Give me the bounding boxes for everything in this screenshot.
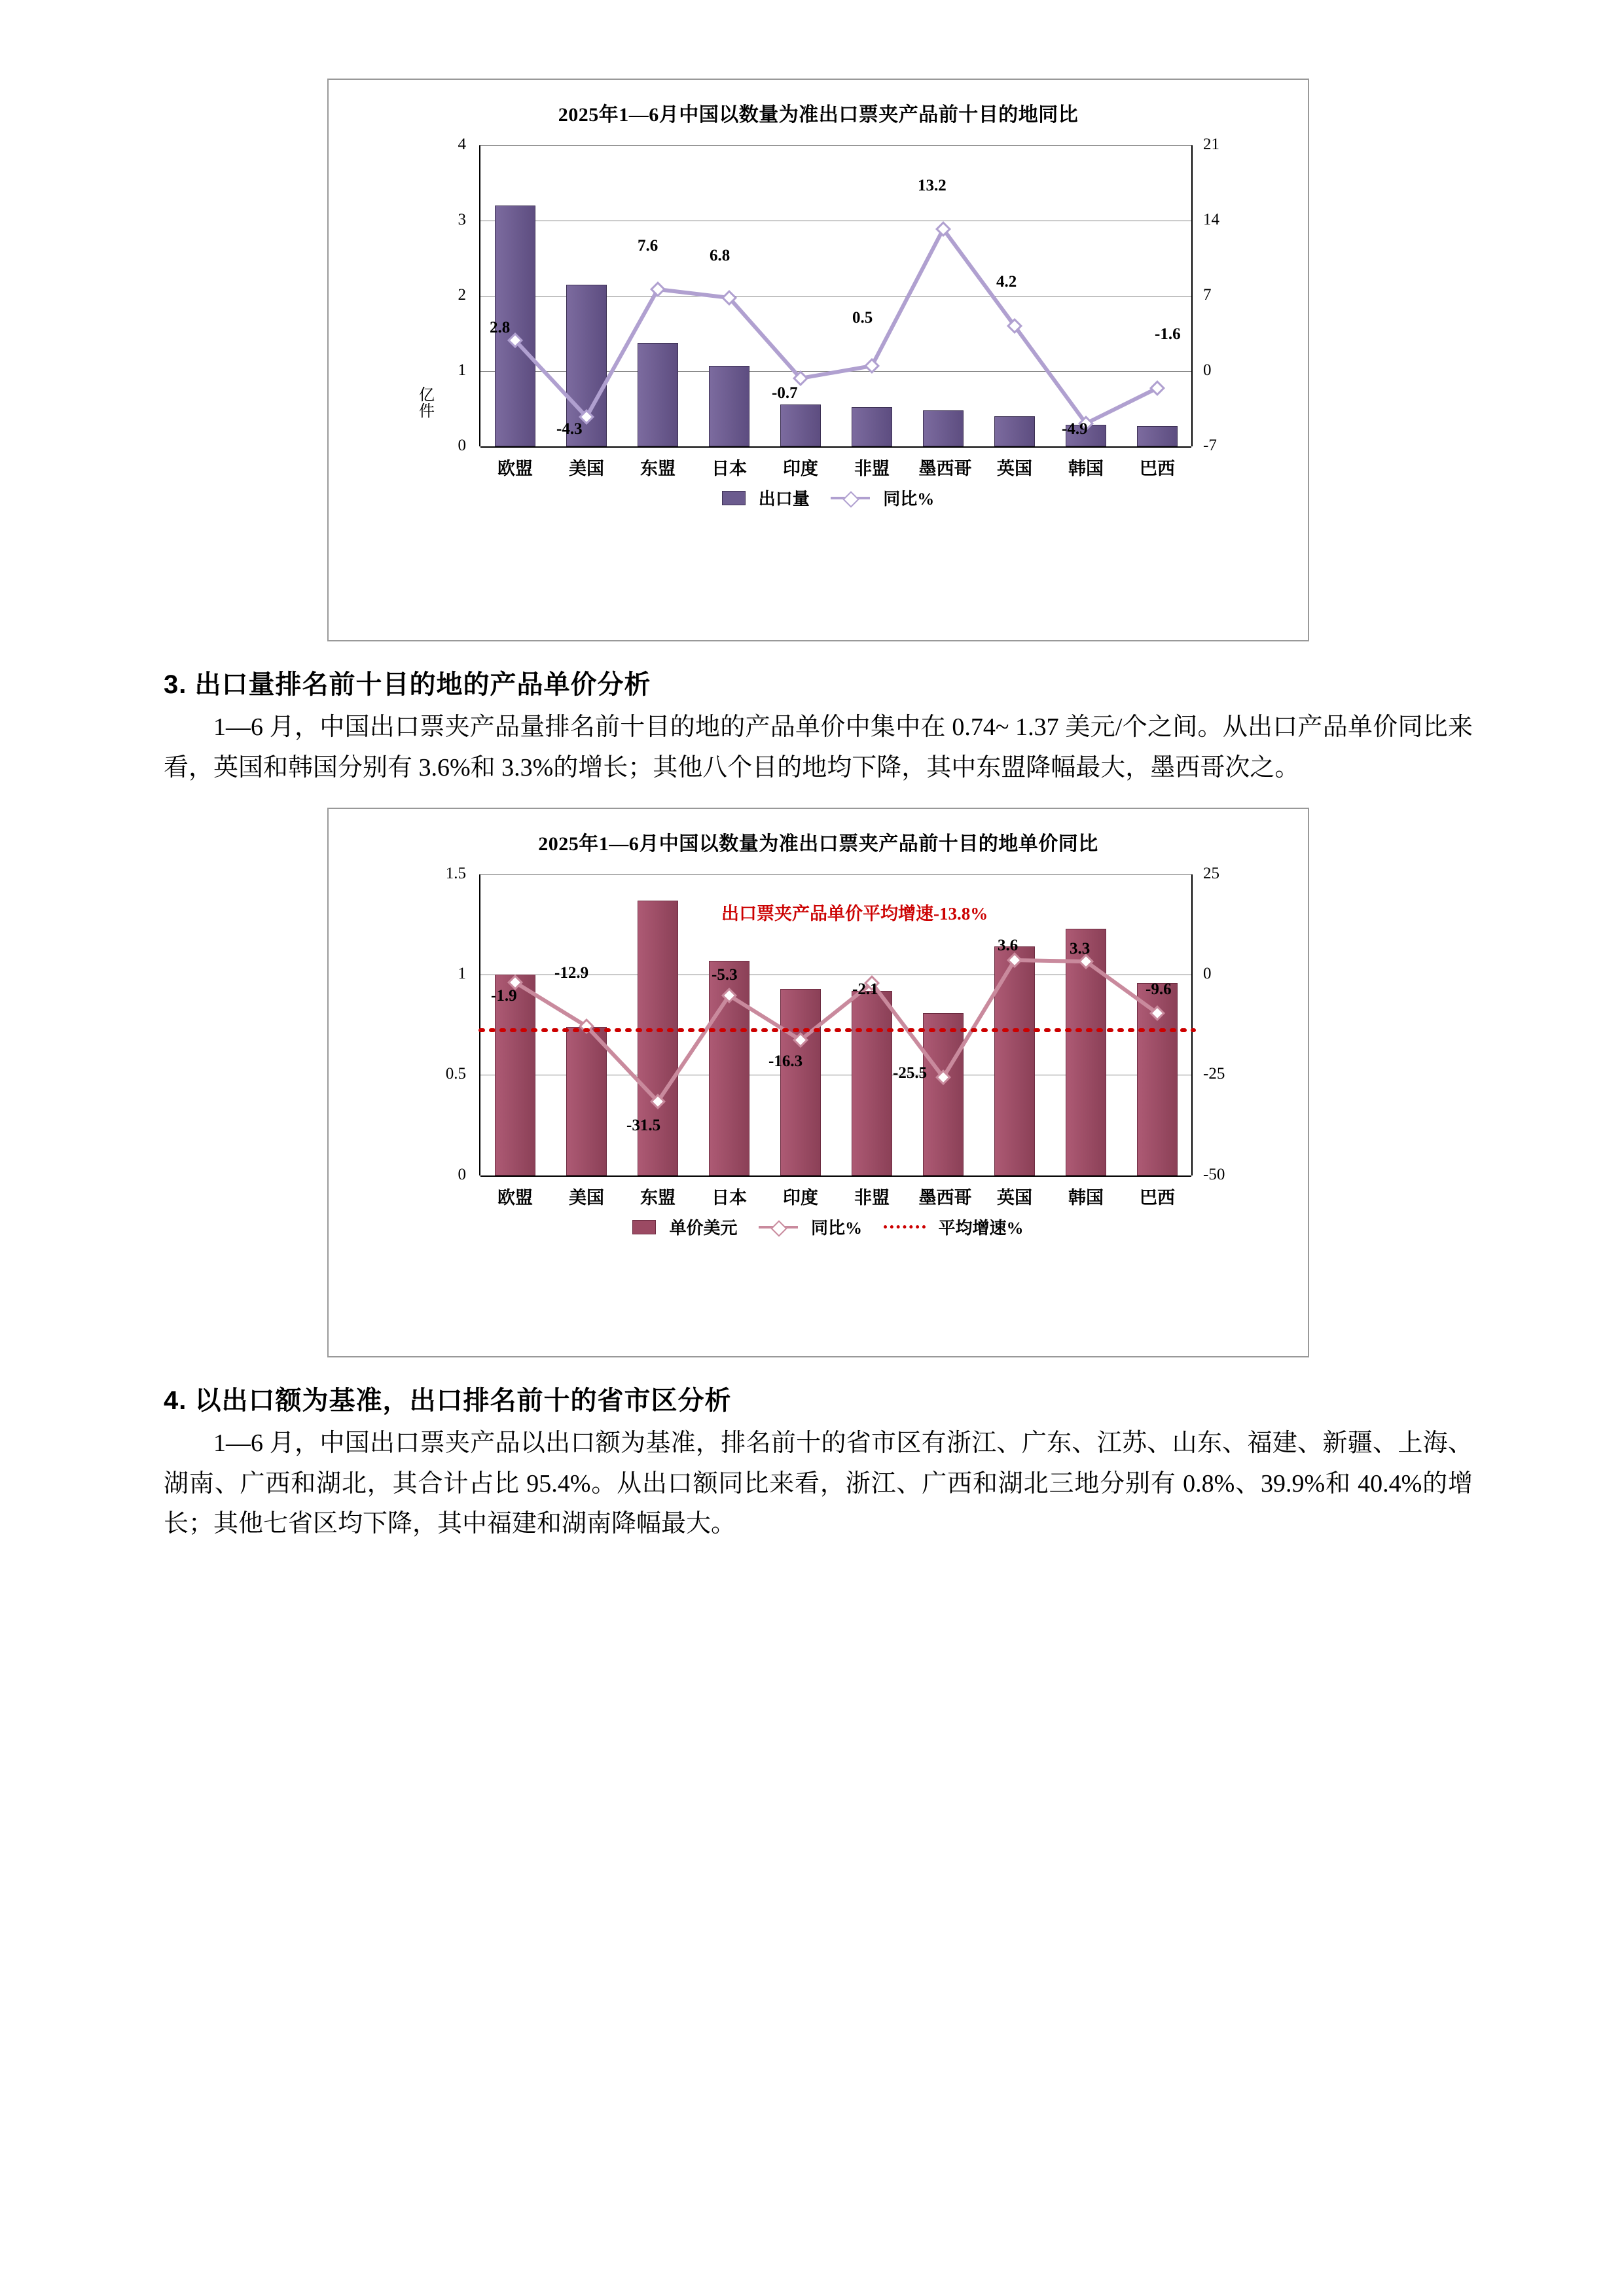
xtick-label: 东盟 (640, 1188, 676, 1208)
data-label: 2.8 (490, 319, 511, 336)
xtick-label: 东盟 (640, 459, 676, 478)
legend-label-同比: 同比% (883, 490, 935, 509)
xtick-label: 墨西哥 (918, 1188, 972, 1208)
ytick-right: 0 (1203, 965, 1212, 983)
data-label: 6.8 (710, 247, 731, 264)
data-label: -5.3 (712, 966, 738, 984)
xtick-label: 印度 (783, 459, 818, 478)
data-label: -1.6 (1155, 325, 1181, 343)
line-series-同比 (480, 145, 1194, 446)
ytick-right: 25 (1203, 865, 1219, 883)
average-growth-annotation: 出口票夹产品单价平均增速-13.8% (721, 904, 988, 924)
ytick-right: 7 (1203, 286, 1212, 304)
section-heading-3: 3. 出口量排名前十目的地的产品单价分析 (164, 670, 651, 699)
legend-swatch-bar (722, 491, 746, 505)
ytick-left: 0 (458, 1166, 466, 1184)
data-label: -16.3 (768, 1052, 803, 1071)
legend-swatch-line (759, 1226, 798, 1229)
data-label: 3.3 (1070, 940, 1091, 958)
data-label: -4.3 (556, 420, 583, 438)
data-label: -1.9 (491, 987, 517, 1005)
chart-quantity-plot (329, 80, 1310, 643)
chart-quantity-legend (329, 486, 1310, 510)
plot-area (479, 145, 1193, 446)
chart-quantity-title: 2025年1—6月中国以数量为准出口票夹产品前十目的地同比 (558, 104, 1079, 126)
legend-swatch-average (884, 1225, 926, 1229)
ytick-left: 1.5 (445, 865, 466, 883)
legend-label-同比: 同比% (810, 1219, 862, 1238)
y-axis-unit: 亿 件 (419, 387, 435, 421)
data-label: -31.5 (626, 1117, 661, 1135)
xtick-label: 日本 (712, 1188, 747, 1208)
xtick-label: 欧盟 (497, 1188, 533, 1208)
chart-unitprice-legend (329, 1215, 1310, 1239)
xtick-label: 日本 (712, 459, 747, 478)
xtick-label: 韩国 (1068, 459, 1104, 478)
ytick-left: 0 (458, 437, 466, 454)
xtick-label: 墨西哥 (918, 459, 972, 478)
ytick-left: 3 (458, 211, 466, 228)
ytick-right: -50 (1203, 1166, 1225, 1184)
xtick-label: 欧盟 (497, 459, 533, 478)
x-axis (480, 1175, 1191, 1177)
xtick-label: 巴西 (1140, 459, 1175, 478)
ytick-right: -25 (1203, 1065, 1225, 1083)
ytick-left: 0.5 (445, 1065, 466, 1083)
ytick-right: 0 (1203, 361, 1212, 379)
data-label: -9.6 (1146, 980, 1172, 999)
xtick-label: 美国 (569, 459, 604, 478)
data-label: 4.2 (996, 273, 1017, 291)
xtick-label: 印度 (783, 1188, 818, 1208)
xtick-label: 美国 (569, 1188, 604, 1208)
data-label: 13.2 (918, 177, 947, 194)
data-label: 0.5 (852, 309, 873, 327)
legend-label-平均增速: 平均增速% (938, 1219, 1024, 1238)
data-label: -0.7 (772, 384, 798, 402)
legend-label-单价美元: 单价美元 (669, 1219, 738, 1238)
chart-unitprice-plot (329, 809, 1310, 1359)
chart-quantity (327, 79, 1309, 641)
ytick-left: 2 (458, 286, 466, 304)
ytick-right: -7 (1203, 437, 1217, 454)
ytick-left: 4 (458, 135, 466, 153)
data-label: -2.1 (852, 980, 878, 999)
data-label: -4.9 (1062, 420, 1088, 438)
ytick-left: 1 (458, 361, 466, 379)
chart-unitprice-title: 2025年1—6月中国以数量为准出口票夹产品前十目的地单价同比 (538, 833, 1098, 855)
document-content (164, 79, 1473, 1545)
legend-swatch-bar (632, 1220, 656, 1234)
x-axis (480, 446, 1191, 448)
data-label: -25.5 (893, 1064, 928, 1083)
xtick-label: 非盟 (854, 1188, 890, 1208)
legend-label-出口量: 出口量 (758, 490, 810, 509)
legend-swatch-line (831, 497, 870, 499)
section-heading-4: 4. 以出口额为基准，出口排名前十的省市区分析 (164, 1386, 732, 1416)
data-label: -12.9 (554, 964, 589, 982)
xtick-label: 韩国 (1068, 1188, 1104, 1208)
xtick-label: 英国 (997, 1188, 1032, 1208)
ytick-right: 14 (1203, 211, 1219, 228)
section-paragraph-3: 1—6 月，中国出口票夹产品量排名前十目的地的产品单价中集中在 0.74~ 1.37 美元/个之间。从出口产品单价同比来看，英国和韩国分别有 3.6%和 3.3%的增长；其他八个目的地均下降，其中东盟降幅最大，墨西哥次之。 (164, 713, 1473, 781)
chart-unitprice (327, 808, 1309, 1357)
xtick-label: 巴西 (1140, 1188, 1175, 1208)
data-label: 7.6 (638, 237, 659, 255)
data-label: 3.6 (998, 937, 1019, 955)
section-paragraph-4: 1—6 月，中国出口票夹产品以出口额为基准，排名前十的省市区有浙江、广东、江苏、山东、福建、新疆、上海、湖南、广西和湖北，其合计占比 95.4%。从出口额同比来看，浙江、广西和湖北三地分别有 0.8%、39.9%和 40.4%的增长；其他七省区均下降，其中福建和湖南降幅最大。 (164, 1429, 1473, 1538)
xtick-label: 英国 (997, 459, 1032, 478)
ytick-right: 21 (1203, 135, 1219, 153)
ytick-left: 1 (458, 965, 466, 983)
xtick-label: 非盟 (854, 459, 890, 478)
